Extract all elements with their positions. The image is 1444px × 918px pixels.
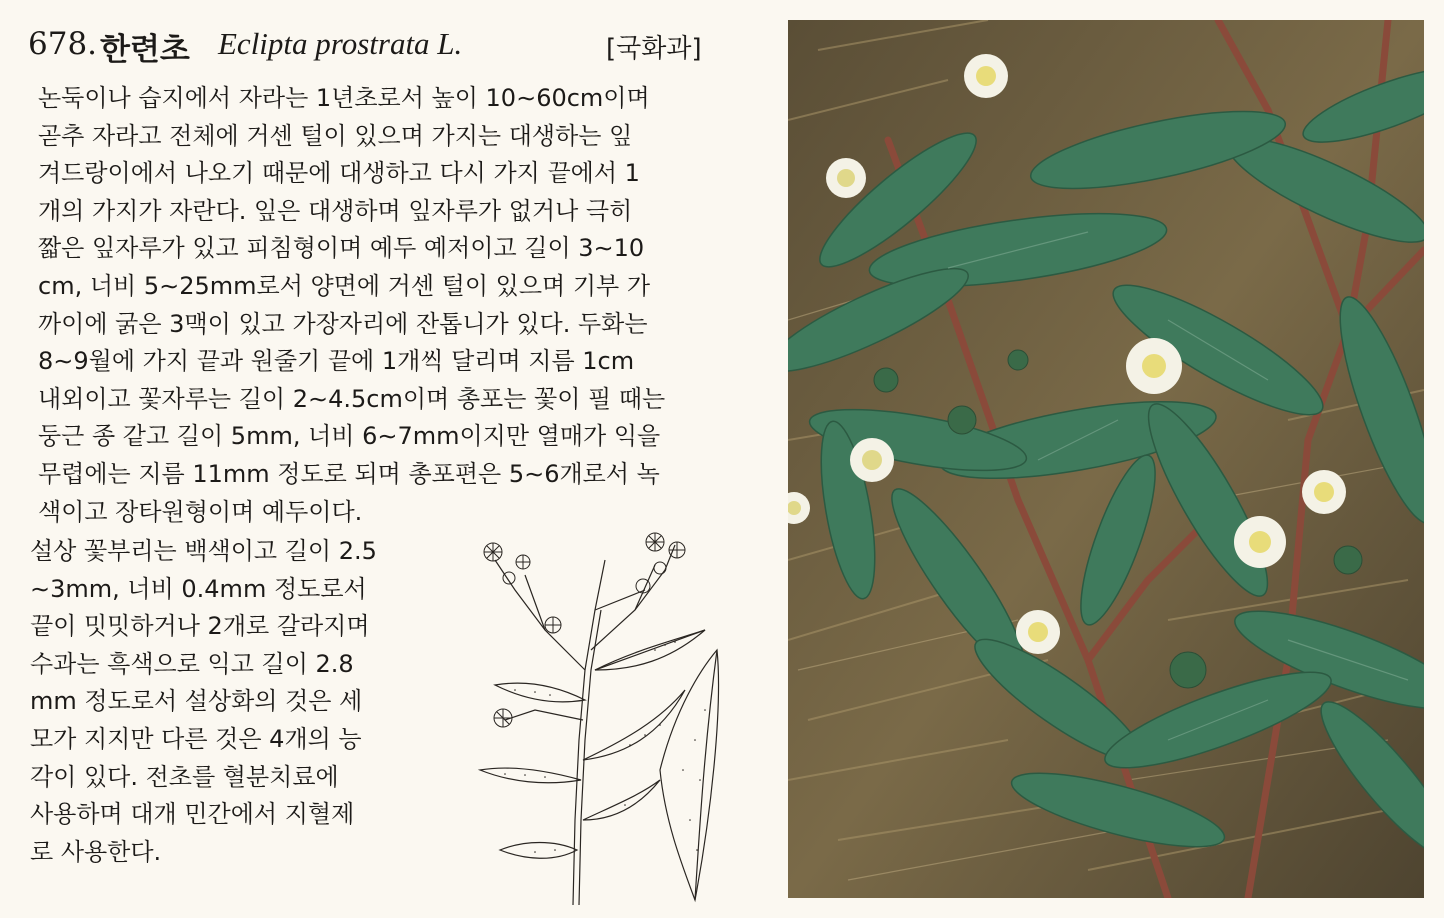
text-line: ∼3mm, 너비 0.4mm 정도로서	[30, 574, 367, 603]
text-line: 사용하며 대개 민간에서 지혈제	[30, 800, 355, 829]
botanical-illustration	[455, 520, 735, 905]
text-line: 8∼9월에 가지 끝과 원줄기 끝에 1개씩 달리며 지름 1cm	[38, 347, 635, 376]
text-line: 수과는 흑색으로 익고 길이 2.8	[30, 649, 354, 678]
text-line: mm 정도로서 설상화의 것은 세	[30, 687, 363, 716]
korean-name: 한련초	[100, 32, 190, 68]
text-line: 내외이고 꽃자루는 길이 2∼4.5cm이며 총포는 꽃이 필 때는	[38, 384, 666, 413]
text-line: 짧은 잎자루가 있고 피침형이며 예두 예저이고 길이 3∼10	[38, 234, 645, 263]
text-line: 각이 있다. 전초를 혈분치료에	[30, 762, 339, 791]
text-line: 무렵에는 지름 11mm 정도로 되며 총포편은 5∼6개로서 녹	[38, 459, 660, 488]
text-line: 색이고 장타원형이며 예두이다.	[38, 497, 363, 526]
text-line: 둥근 종 같고 길이 5mm, 너비 6∼7mm이지만 열매가 익을	[38, 422, 661, 451]
entry-number: 678.	[28, 26, 98, 62]
text-line: 논둑이나 습지에서 자라는 1년초로서 높이 10∼60cm이며	[38, 84, 650, 112]
text-line: 설상 꽃부리는 백색이고 길이 2.5	[30, 537, 377, 565]
text-line: 끝이 밋밋하거나 2개로 갈라지며	[30, 612, 370, 641]
family-label: [국화과]	[606, 34, 702, 64]
text-line: 모가 지지만 다른 것은 4개의 능	[30, 724, 362, 753]
text-line: 개의 가지가 자란다. 잎은 대생하며 잎자루가 없거나 극히	[38, 196, 633, 225]
scientific-name: Eclipta prostrata L.	[218, 26, 463, 61]
text-line: 겨드랑이에서 나오기 때문에 대생하고 다시 가지 끝에서 1	[38, 159, 640, 188]
text-line: 까이에 굵은 3맥이 있고 가장자리에 잔톱니가 있다. 두화는	[38, 309, 648, 338]
description-continued	[30, 533, 410, 871]
plant-photo	[788, 20, 1424, 898]
text-line: 로 사용한다.	[30, 837, 162, 866]
text-line: 곧추 자라고 전체에 거센 털이 있으며 가지는 대생하는 잎	[38, 121, 633, 150]
description-paragraph	[30, 80, 738, 531]
text-line: cm, 너비 5∼25mm로서 양면에 거센 털이 있으며 기부 가	[38, 271, 651, 300]
entry-header	[28, 22, 758, 66]
